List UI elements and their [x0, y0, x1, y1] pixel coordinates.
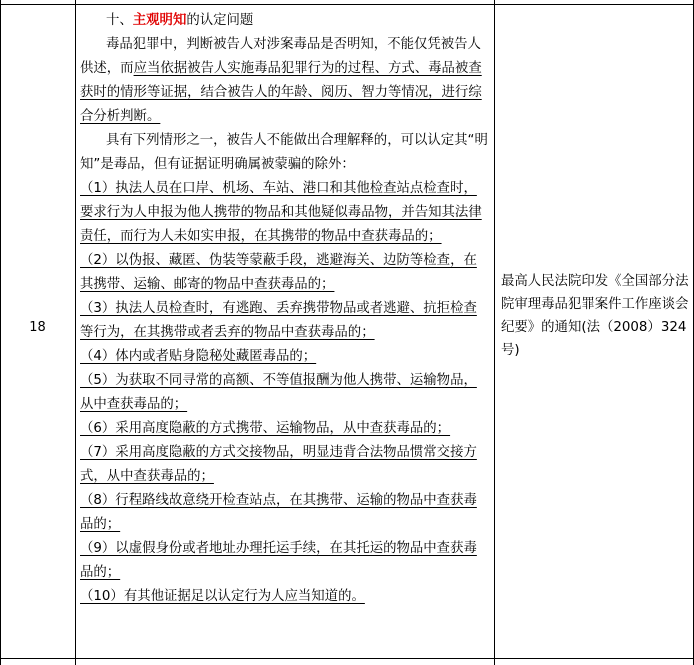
paragraph-plain-text: 毒品犯罪中，判断被告人对涉案毒品是否明知，不能仅凭被告人供述，而	[80, 37, 481, 76]
list-item-text: （3）执法人员检查时，有逃跑、丢弃携带物品或者逃避、抗拒检查等行为，在其携带或者丢弃的物品中查获毒品的；	[80, 301, 477, 340]
list-item-text: （4）体内或者贴身隐秘处藏匿毒品的；	[80, 349, 317, 364]
table-column-divider	[75, 0, 76, 665]
paragraph-circumstances: 具有下列情形之一，被告人不能做出合理解释的，可以认定其“明知”是毒品，但有证据证明确属被蒙骗的除外：	[80, 133, 488, 172]
title-highlight: 主观明知	[132, 13, 187, 28]
paragraph-underlined-text: 应当依据被告人实施毒品犯罪行为的过程、方式、毒品被查获时的情形等证据，结合被告人的年龄、阅历、智力等情况，进行综合分析判断。	[80, 61, 482, 124]
list-item-text: （7）采用高度隐蔽的方式交接物品，明显违背合法物品惯常交接方式，从中查获毒品的；	[80, 445, 477, 484]
list-item	[80, 369, 490, 417]
list-item	[80, 297, 490, 345]
list-item-text: （10）有其他证据足以认定行为人应当知道的。	[80, 589, 365, 604]
list-item	[80, 489, 490, 537]
row-number: 18	[29, 320, 46, 335]
list-item	[80, 417, 490, 441]
list-item	[80, 441, 490, 489]
content-cell	[80, 9, 490, 609]
list-item-text: （6）采用高度隐蔽的方式携带、运输物品，从中查获毒品的；	[80, 421, 451, 436]
source-citation: 最高人民法院印发《全国部分法院审理毒品犯罪案件工作座谈会纪要》的通知(法（2008）324号)	[501, 274, 689, 358]
title-prefix: 十、	[106, 13, 133, 28]
list-item-text: （2）以伪报、藏匿、伪装等蒙蔽手段，逃避海关、边防等检查，在其携带、运输、邮寄的物品中查获毒品的；	[80, 253, 477, 292]
title-suffix: 的认定问题	[186, 13, 254, 28]
list-item	[80, 585, 490, 609]
paragraph-judgment	[80, 33, 490, 129]
table-column-divider	[494, 0, 495, 665]
list-item	[80, 249, 490, 297]
section-title	[80, 9, 490, 33]
table-top-border	[0, 4, 694, 5]
list-item-text: （9）以虚假身份或者地址办理托运手续，在其托运的物品中查获毒品的；	[80, 541, 477, 580]
list-item	[80, 537, 490, 585]
list-item	[80, 177, 490, 249]
list-item	[80, 345, 490, 369]
list-item-text: （1）执法人员在口岸、机场、车站、港口和其他检查站点检查时，要求行为人申报为他人携带的物品和其他疑似毒品物，并告知其法律责任，而行为人未如实申报，在其携带的物品中查获毒品的；	[80, 181, 482, 244]
list-item-text: （5）为获取不同寻常的高额、不等值报酬为他人携带、运输物品，从中查获毒品的；	[80, 373, 477, 412]
list-item-text: （8）行程路线故意绕开检查站点，在其携带、运输的物品中查获毒品的；	[80, 493, 477, 532]
table-row-divider	[0, 658, 694, 659]
